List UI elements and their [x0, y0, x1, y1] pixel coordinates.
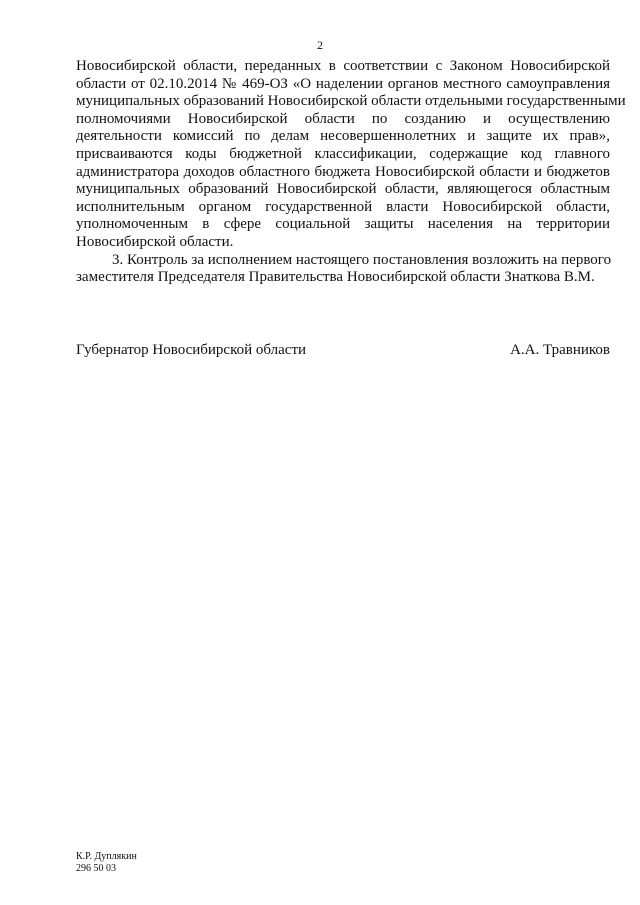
text-line: присваиваются коды бюджетной классификации, содержащие код главного — [76, 145, 610, 162]
text-line: области от 02.10.2014 № 469-ОЗ «О наделении органов местного самоуправления — [76, 75, 610, 92]
text-line: 3. Контроль за исполнением настоящего постановления возложить на первого — [112, 251, 612, 268]
text-line: деятельности комиссий по делам несовершеннолетних и защите их прав», — [76, 128, 610, 145]
signatory-name: А.А. Травников — [510, 342, 610, 358]
text-line: заместителя Председателя Правительства Новосибирской области Знаткова В.М. — [76, 269, 595, 286]
text-line: администратора доходов областного бюджета Новосибирской области и бюджетов — [76, 163, 610, 180]
text-line: исполнительным органом государственной власти Новосибирской области, — [76, 198, 610, 215]
executor-name: К.Р. Дуплякин — [76, 851, 137, 862]
text-line: Новосибирской области, переданных в соответствии с Законом Новосибирской — [76, 58, 610, 74]
page-number: 2 — [317, 38, 323, 52]
text-line: муниципальных образований Новосибирской области, являющегося областным — [76, 181, 610, 198]
text-line: муниципальных образований Новосибирской области отдельными государственными — [76, 93, 626, 110]
text-line: Новосибирской области. — [76, 233, 234, 250]
signature-block — [76, 341, 610, 359]
document-body — [76, 58, 626, 287]
executor-phone: 296 50 03 — [76, 863, 116, 874]
signatory-position: Губернатор Новосибирской области — [76, 342, 307, 358]
executor-info — [76, 851, 137, 875]
text-line: уполномоченным в сфере социальной защиты населения на территории — [76, 216, 610, 233]
text-line: полномочиями Новосибирской области по созданию и осуществлению — [76, 110, 610, 127]
